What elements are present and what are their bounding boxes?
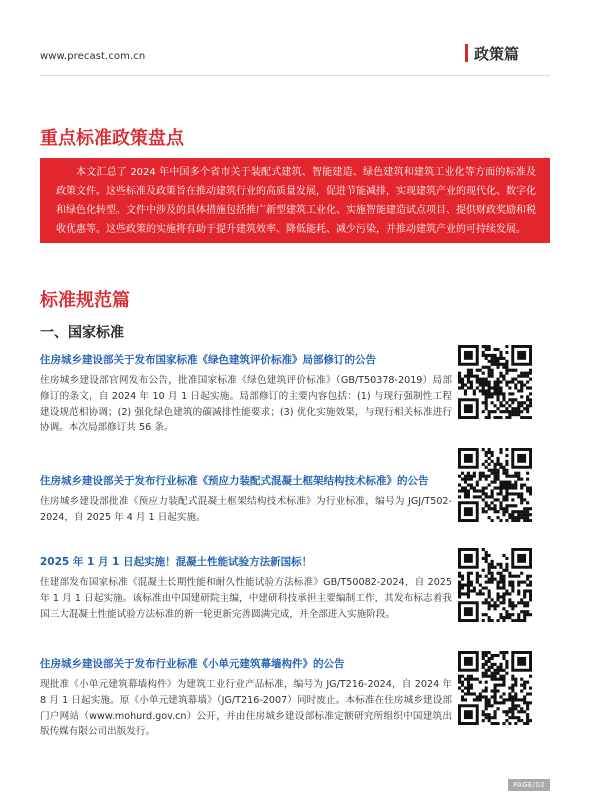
news-item	[40, 353, 452, 436]
section-tag: 政策篇	[474, 45, 520, 63]
qr-code-icon[interactable]	[458, 448, 532, 522]
summary-box	[40, 158, 550, 243]
news-item-title[interactable]: 2025 年 1 月 1 日起实施！混凝土性能试验方法新国标！	[40, 556, 313, 568]
heading-national-standards: 一、国家标准	[40, 325, 124, 341]
qr-code-icon[interactable]	[458, 345, 532, 419]
news-item	[40, 474, 452, 526]
news-item-body: 现批准《小单元建筑幕墙构件》为建筑工业行业产品标准，编号为 JG/T216-2024，自 2024 年 8 月 1 日起实施。原《小单元建筑幕墙》（JG/T216-2007）同时废止。本标准在住房城乡建设部门户网站（www.mohurd.gov.cn）公开，并由住房城乡建设部标准定额研究所组织中国建筑出版传媒有限公司出版发行。	[40, 679, 452, 738]
heading-key-policies: 重点标准政策盘点	[40, 128, 184, 149]
news-item	[40, 657, 452, 740]
qr-code-icon[interactable]	[458, 651, 532, 725]
site-url[interactable]: www.precast.com.cn	[40, 51, 146, 62]
section-accent-bar	[465, 44, 468, 62]
news-item-body: 住房城乡建设部批准《预应力装配式混凝土框架结构技术标准》为行业标准，编号为 JGJ/T502-2024，自 2025 年 4 月 1 日起实施。	[40, 496, 452, 523]
news-item-body: 住房城乡建设部官网发布公告，批准国家标准《绿色建筑评价标准》（GB/T50378-2019）局部修订的条文，自 2024 年 10 月 1 日起实施。局部修订的主要内容包括：(1) 与现行强制性工程建设规范相协调；(2) 强化绿色建筑的碳减排性能要求；(3) 优化实施效果，与现行相关标准进行协调。本次局部修订共 56 条。	[40, 375, 452, 434]
news-item	[40, 555, 452, 622]
heading-standards: 标准规范篇	[40, 290, 130, 311]
news-item-title[interactable]: 住房城乡建设部关于发布行业标准《预应力装配式混凝土框架结构技术标准》的公告	[40, 475, 429, 487]
qr-code-icon[interactable]	[458, 548, 532, 622]
news-item-body: 住建部发布国家标准《混凝土长期性能和耐久性能试验方法标准》GB/T50082-2024，自 2025 年 1 月 1 日起实施。该标准由中国建研院主编，中建研科技承担主要编制工作，其发布标志着我国三大混凝土性能试验方法标准的新一轮更新完善圆满完成，并全部进入实施阶段。	[40, 577, 452, 620]
header-divider	[40, 75, 550, 76]
news-item-title[interactable]: 住房城乡建设部关于发布国家标准《绿色建筑评价标准》局部修订的公告	[40, 354, 376, 366]
news-item-title[interactable]: 住房城乡建设部关于发布行业标准《小单元建筑幕墙构件》的公告	[40, 658, 345, 670]
summary-text: 本文汇总了 2024 年中国多个省市关于装配式建筑、智能建造、绿色建筑和建筑工业化等方面的标准及政策文件。这些标准及政策旨在推动建筑行业的高质量发展，促进节能减排，实现建筑产业的现代化、数字化和绿色化转型。文件中涉及的具体措施包括推广新型建筑工业化、实施智能建造试点项目、提供财政奖励和税收优惠等。这些政策的实施将有助于提升建筑效率、降低能耗、减少污染，并推动建筑产业的可持续发展。	[56, 167, 536, 235]
page-number-badge: PAGE/02	[508, 779, 550, 791]
